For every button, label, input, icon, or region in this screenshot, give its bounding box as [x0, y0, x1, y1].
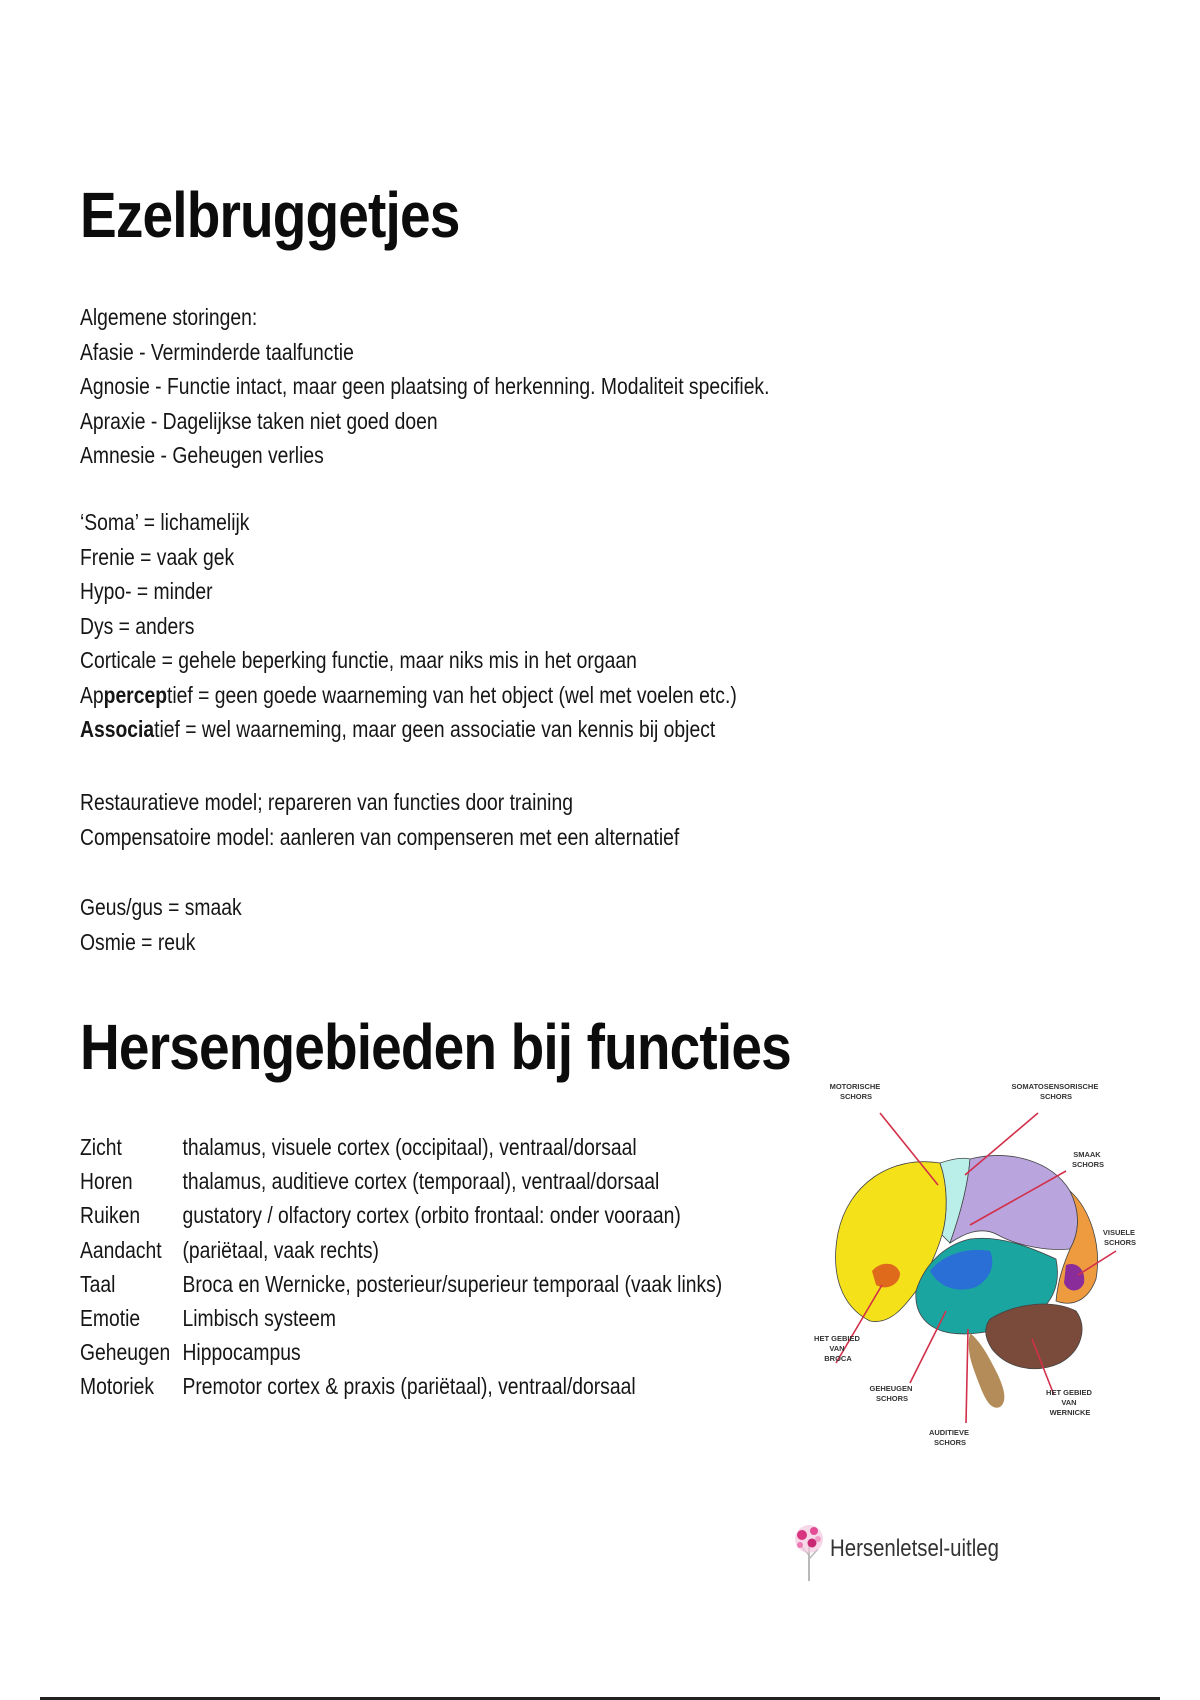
table-row [80, 1369, 722, 1403]
brain-diagram [814, 1075, 1140, 1475]
model-line: Compensatoire model: aanleren van compenseren met een alternatief [80, 823, 680, 850]
associatief-line [80, 712, 737, 747]
apperceptief-line [80, 678, 737, 713]
brain-tree-icon [790, 1515, 828, 1585]
storingen-section [80, 300, 769, 473]
associatief-bold: Associa [80, 716, 155, 742]
function-area: (pariëtaal, vaak rechts) [182, 1236, 379, 1263]
table-row [80, 1198, 722, 1232]
term-line: Dys = anders [80, 612, 195, 639]
storingen-line: Afasie - Verminderde taalfunctie [80, 338, 354, 365]
parietal-lobe-region [950, 1156, 1078, 1250]
logo-text: Hersenletsel-uitleg [830, 1535, 999, 1562]
hersenletsel-logo [790, 1515, 999, 1585]
table-row [80, 1164, 722, 1198]
label-auditieve-schors: AUDITIEVE SCHORS [928, 1428, 969, 1447]
function-name: Zicht [80, 1134, 122, 1160]
term-line: Corticale = gehele beperking functie, maar niks mis in het orgaan [80, 647, 637, 673]
label-smaak-schors: SMAAK SCHORS [1071, 1150, 1105, 1169]
function-area: gustatory / olfactory cortex (orbito frontaal: onder vooraan) [182, 1202, 681, 1229]
section-title-hersengebieden: Hersengebieden bij functies [80, 1011, 791, 1083]
term-line: Hypo- = minder [80, 578, 213, 604]
apperceptief-prefix: Ap [80, 681, 104, 708]
functions-table [80, 1130, 722, 1404]
label-somatosensorische-schors: SOMATOSENSORISCHE SCHORS [1011, 1082, 1099, 1101]
apperceptief-rest: tief = geen goede waarneming van het object (wel met voelen etc.) [167, 681, 737, 708]
function-area: Premotor cortex & praxis (pariëtaal), ventraal/dorsaal [182, 1373, 636, 1400]
associatief-rest: tief = wel waarneming, maar geen associatie van kennis bij object [154, 716, 716, 742]
function-area: Hippocampus [182, 1339, 301, 1366]
storingen-line: Agnosie - Functie intact, maar geen plaatsing of herkenning. Modaliteit specifiek. [80, 373, 770, 399]
apperceptief-bold: percep [103, 681, 168, 708]
modellen-section [80, 785, 679, 854]
zintuig-section [80, 890, 242, 959]
label-motorische-schors: MOTORISCHE SCHORS [829, 1082, 881, 1101]
function-name: Taal [80, 1270, 116, 1297]
table-row [80, 1335, 722, 1369]
label-gebied-wernicke: HET GEBIED VAN WERNICKE [1046, 1388, 1092, 1417]
model-line: Restauratieve model; repareren van functies door training [80, 789, 573, 815]
pointer-line [966, 1329, 968, 1423]
function-name: Motoriek [80, 1373, 155, 1400]
function-area: thalamus, visuele cortex (occipitaal), ventraal/dorsaal [182, 1134, 637, 1160]
table-row [80, 1130, 722, 1164]
function-area: Broca en Wernicke, posterieur/superieur temporaal (vaak links) [182, 1270, 723, 1297]
label-gebied-broca: HET GEBIED VAN BROCA [814, 1334, 860, 1363]
term-line: Frenie = vaak gek [80, 543, 235, 570]
function-area: thalamus, auditieve cortex (temporaal), ventraal/dorsaal [182, 1168, 660, 1195]
function-area: Limbisch systeem [182, 1304, 337, 1331]
label-geheugen-schors: GEHEUGEN SCHORS [869, 1384, 913, 1403]
term-line: ‘Soma’ = lichamelijk [80, 509, 250, 535]
function-name: Geheugen [80, 1339, 171, 1366]
page-title-ezelbruggetjes: Ezelbruggetjes [80, 179, 460, 251]
function-name: Aandacht [80, 1236, 162, 1263]
function-name: Emotie [80, 1304, 141, 1331]
function-name: Ruiken [80, 1202, 141, 1229]
table-row [80, 1233, 722, 1267]
storingen-line: Apraxie - Dagelijkse taken niet goed doen [80, 407, 438, 434]
zintuig-line: Osmie = reuk [80, 928, 196, 955]
function-name: Horen [80, 1168, 133, 1195]
termen-section [80, 505, 737, 747]
table-row [80, 1267, 722, 1301]
label-visuele-schors: VISUELE SCHORS [1102, 1228, 1137, 1247]
zintuig-line: Geus/gus = smaak [80, 894, 242, 920]
cerebellum-region [986, 1304, 1082, 1369]
table-row [80, 1301, 722, 1335]
storingen-line: Algemene storingen: [80, 304, 258, 330]
storingen-line: Amnesie - Geheugen verlies [80, 442, 324, 468]
